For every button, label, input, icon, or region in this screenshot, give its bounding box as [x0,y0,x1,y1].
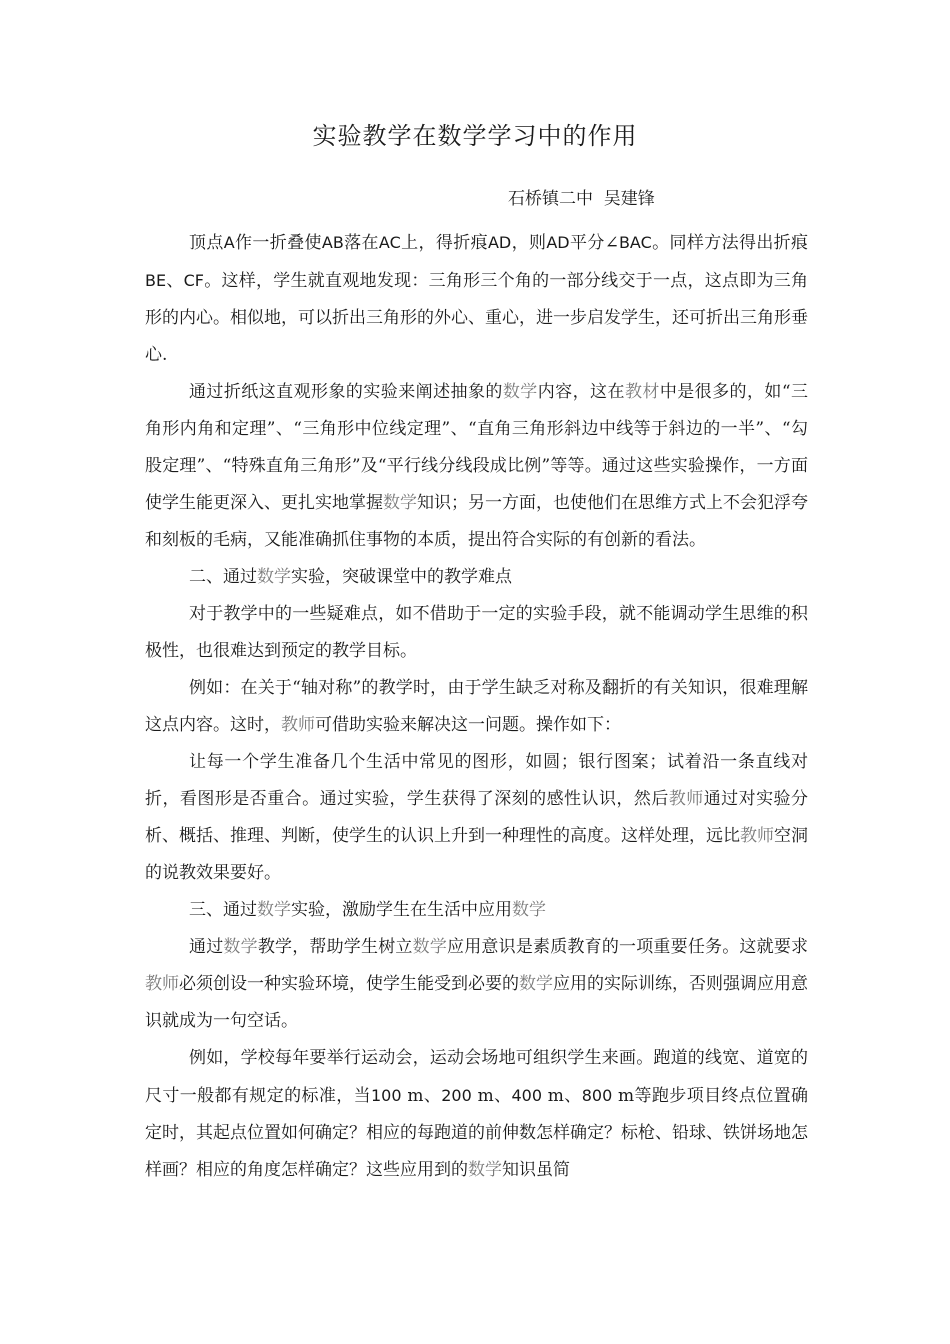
paragraph-text: m、 [471,1086,512,1106]
paragraph-text: 顶点 [189,233,224,253]
paragraph-text: 三、通过 [189,900,257,920]
body-paragraph [145,596,808,670]
document-author: 石桥镇二中 吴建锋 [508,189,655,209]
paragraph-text: AB [321,233,344,252]
keyword-link-text: 教师 [668,789,704,809]
keyword-link-text: 数学 [502,382,538,402]
paragraph-text: AD [546,233,570,252]
keyword-link-text: 教材 [624,382,660,402]
paragraph-text: 。这样，学生就直观地发现：三角形三个角的一部分线交于一点，这点即为三角形的内心。相似地，可以折出三角形的外心、重心，进一步启发学生，还可折出三角形垂心. [145,271,808,365]
paragraph-text: AC [378,233,401,252]
body-paragraph [145,892,808,929]
document-body [145,224,808,1189]
paragraph-text: 通过 [189,937,224,957]
keyword-link-text: 教师 [281,715,315,735]
paragraph-text: 实验，突破课堂中的教学难点 [291,567,512,587]
paragraph-text: 知识虽简 [502,1160,570,1180]
paragraph-text: 通过对实验分析、概括、推理、判断，使学生的认识上升到一种理性的高度。这样处理，远比 [145,789,809,846]
paragraph-text: 可借助实验来解决这一问题。操作如下： [315,715,621,735]
keyword-link-text: 数学 [257,567,291,587]
paragraph-text: 。同样方法得出折痕 [651,233,809,253]
document-title: 实验教学在数学学习中的作用 [312,122,638,150]
body-paragraph [145,224,808,374]
paragraph-text: AD [487,233,512,252]
paragraph-text: 必须创设一种实验环境，使学生能受到必要的 [179,974,519,994]
paragraph-text: 应用意识是素质教育的一项重要任务。这就要求 [447,937,809,957]
paragraph-text: 400 [511,1086,543,1105]
paragraph-text: BE [145,271,167,290]
paragraph-text: 作一折叠使 [234,233,322,253]
paragraph-text: 二、通过 [189,567,257,587]
keyword-link-text: 数学 [223,937,258,957]
keyword-link-text: 教师 [740,826,774,846]
paragraph-text: 、 [166,271,184,291]
body-paragraph [145,1040,808,1189]
paragraph-text: 800 [581,1086,613,1105]
keyword-link-text: 数学 [468,1160,502,1180]
paragraph-text: 空洞的说教效果要好。 [145,826,808,883]
body-paragraph [145,559,808,596]
paragraph-text: 例如：在关于“轴对称”的教学时，由于学生缺乏对称及翻折的有关知识，很难理解这点内容。这时， [145,678,808,735]
paragraph-text: CF [183,271,204,290]
paragraph-text: 例如，学校每年要举行运动会，运动会场地可组织学生来画。跑道的线宽、道宽的尺寸一般都有规定的标准，当 [145,1048,808,1106]
paragraph-text: 对于教学中的一些疑难点，如不借助于一定的实验手段，就不能调动学生思维的积极性，也很难达到预定的教学目标。 [145,604,808,661]
paragraph-text: 知识；另一方面，也使他们在思维方式上不会犯浮夸和刻板的毛病，又能准确抓住事物的本质，提出符合实际的有创新的看法。 [145,493,808,550]
paragraph-text: 中是很多的，如“三角形内角和定理”、“三角形中位线定理”、“直角三角形斜边中线等于斜边的一半”、“勾股定理”、“特殊直角三角形”及“平行线分线段成比例”等等。通过这些实验操作，一方面使学生能更深入、更扎实地掌握 [145,382,808,513]
body-paragraph [145,929,808,1040]
paragraph-text: 落在 [343,233,379,253]
paragraph-text: m等跑步项目终点位置确定时，其起点位置如何确定？相应的每跑道的前伸数怎样确定？标枪、铅球、铁饼场地怎样画？相应的角度怎样确定？这些应用到的 [145,1086,809,1180]
paragraph-text: m、 [401,1086,442,1106]
paragraph-text: BAC [618,233,652,252]
keyword-link-text: 数学 [383,493,417,513]
body-paragraph [145,744,808,892]
paragraph-text: 通过折纸这直观形象的实验来阐述抽象的 [189,382,503,402]
paragraph-text: 平分∠ [569,233,619,253]
keyword-link-text: 教师 [145,974,179,994]
body-paragraph [145,670,808,744]
paragraph-text: 让每一个学生准备几个生活中常见的图形，如圆；银行图案；试着沿一条直线对折，看图形是否重合。通过实验，学生获得了深刻的感性认识，然后 [145,752,808,809]
paragraph-text: m、 [542,1086,582,1106]
paragraph-text: 200 [441,1086,472,1105]
paragraph-text: 内容，这在 [537,382,625,402]
body-paragraph [145,374,808,559]
paragraph-text: ，则 [511,233,547,253]
keyword-link-text: 数学 [257,900,291,920]
paragraph-text: 实验，激励学生在生活中应用 [291,900,512,920]
paragraph-text: 应用的实际训练，否则强调应用意识就成为一句空话。 [145,974,808,1031]
keyword-link-text: 数学 [512,900,546,920]
paragraph-text: 上，得折痕 [400,233,488,253]
paragraph-text: 100 [371,1086,402,1105]
keyword-link-text: 数学 [519,974,553,994]
paragraph-text: 教学，帮助学生树立 [257,937,413,957]
keyword-link-text: 数学 [412,937,448,957]
paragraph-text: A [223,233,235,252]
